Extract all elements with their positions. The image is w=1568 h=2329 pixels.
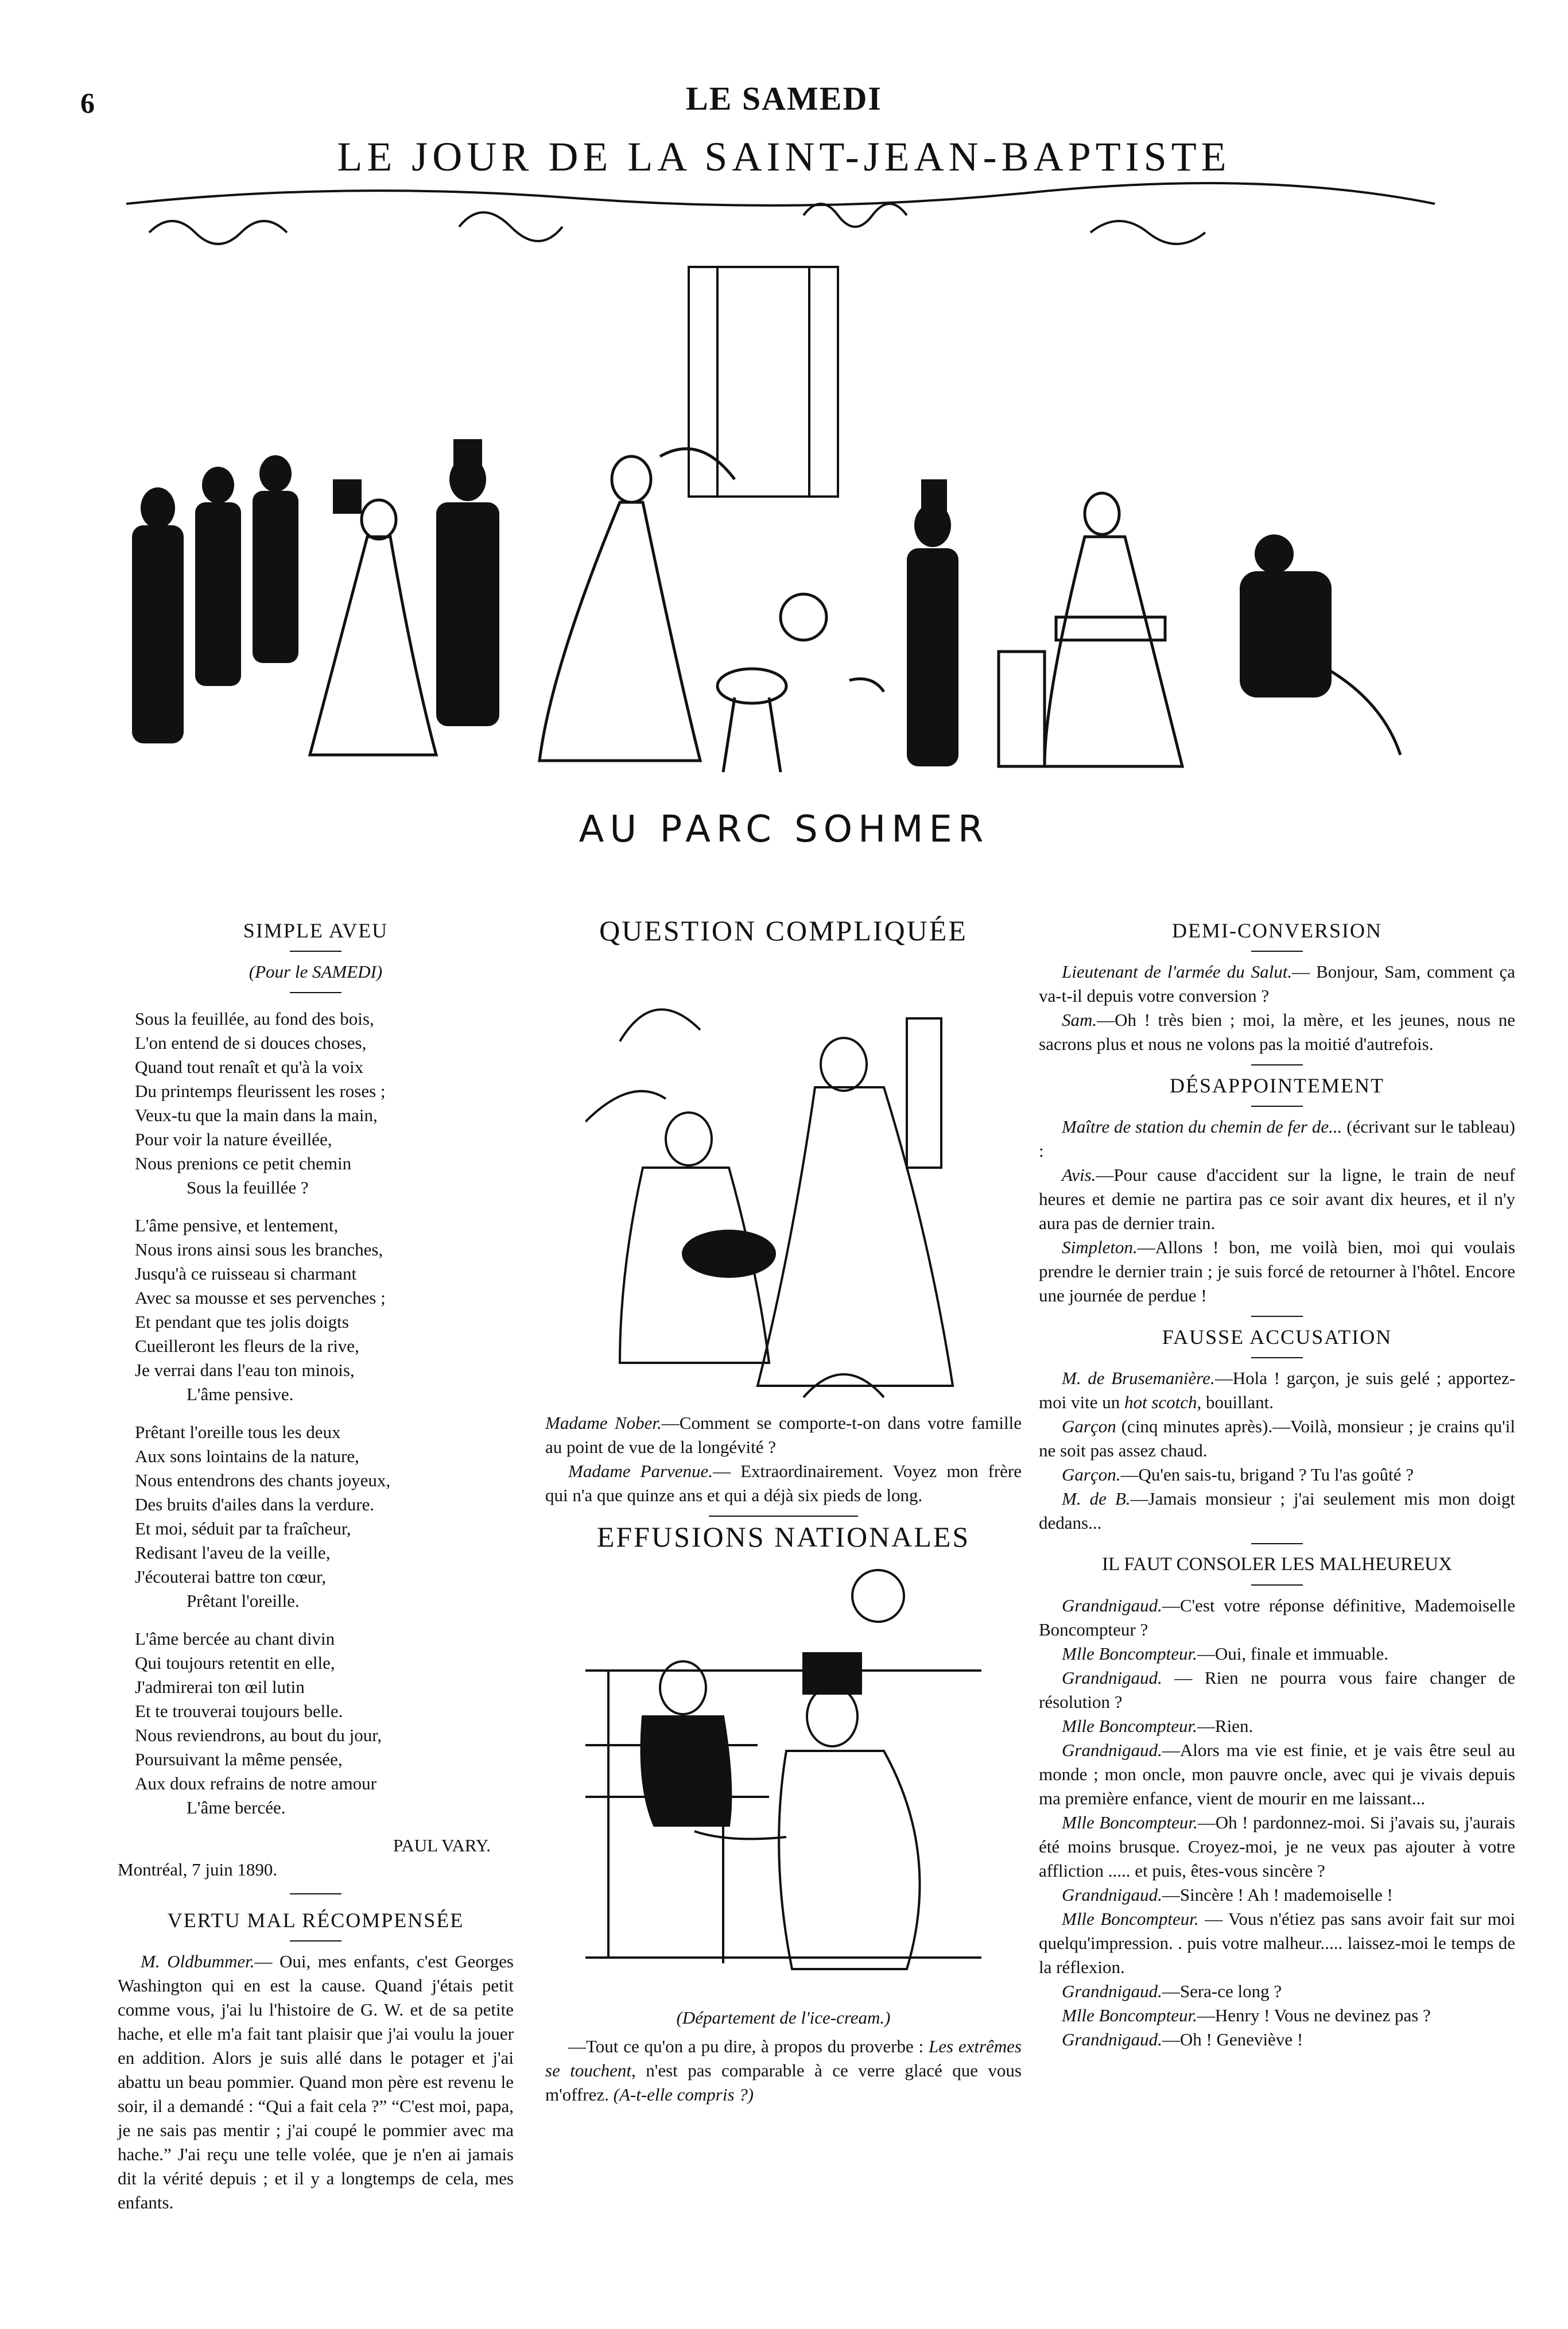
speaker: Simpleton.: [1062, 1237, 1138, 1257]
divider: [1251, 1584, 1303, 1586]
consoler-line: [1039, 1642, 1515, 1666]
dialogue-text: —Pour cause d'accident sur la ligne, le train de neuf heures et demie ne partira pas ce soir avant dix heures, et il n'y aura pas de dernier train.: [1039, 1165, 1515, 1233]
speaker: Grandnigaud.: [1062, 1885, 1162, 1905]
speaker: Garçon: [1062, 1416, 1116, 1436]
poem-line: Nous reviendrons, au bout du jour,: [135, 1725, 382, 1745]
effusions-text: [545, 2035, 1022, 2107]
fausse-line-4: [1039, 1487, 1515, 1535]
poem-author: PAUL VARY.: [393, 1835, 491, 1855]
consoler-line: [1039, 1811, 1515, 1883]
poem-line: Aux doux refrains de notre amour: [135, 1773, 377, 1793]
dialogue-text: —Oui, finale et immuable.: [1197, 1644, 1389, 1664]
column-middle: [545, 914, 1022, 2107]
consoler-dialogue: [1039, 1594, 1515, 2052]
poem-stanza-2: [118, 1214, 514, 1406]
poem-line: Nous prenions ce petit chemin: [135, 1153, 352, 1173]
poem-line: Jusqu'à ce ruisseau si charmant: [135, 1264, 357, 1284]
dialogue-text: —Henry ! Vous ne devinez pas ?: [1197, 2005, 1431, 2025]
speaker: M. de B.: [1062, 1489, 1131, 1509]
poem-line: Des bruits d'ailes dans la verdure.: [135, 1494, 375, 1514]
speaker: Mlle Boncompteur.: [1062, 1812, 1198, 1832]
dialogue-text: —Hola ! garçon, je suis gelé ; apportez-moi vite un: [1039, 1368, 1515, 1412]
poem-line: Poursuivant la même pensée,: [135, 1749, 343, 1769]
speaker: Mlle Boncompteur.: [1062, 1644, 1197, 1664]
poem-title: SIMPLE AVEU: [243, 919, 389, 942]
poem-line: Prêtant l'oreille.: [187, 1591, 300, 1611]
poem-line: Avec sa mousse et ses pervenches ;: [135, 1288, 386, 1308]
dialogue-text: —Comment se comporte-t-on dans votre famille au point de vue de la longévité ?: [545, 1413, 1022, 1457]
poem-stanza-3: [118, 1420, 514, 1613]
poem-line: Prêtant l'oreille tous les deux: [135, 1422, 341, 1442]
dialogue-text: n'est pas comparable à ce verre glacé que vous m'offrez.: [545, 2060, 1022, 2105]
column-right: [1039, 919, 1515, 2052]
consoler-line: [1039, 1714, 1515, 1738]
dialogue-text: —Alors ma vie est finie, et je vais être seul au monde ; mon oncle, mon pauvre oncle, avec qui je vivais depuis ma première enfance, vient de mourir en me laissant...: [1039, 1740, 1515, 1808]
effusions-caption: (Département de l'ice-cream.): [676, 2008, 891, 2028]
fausse-line-2: [1039, 1415, 1515, 1463]
poem-line: Et pendant que tes jolis doigts: [135, 1312, 349, 1332]
poem-line: Quand tout renaît et qu'à la voix: [135, 1057, 364, 1077]
divider: [1251, 1064, 1303, 1065]
divider: [1251, 1106, 1303, 1107]
speaker: Grandnigaud.: [1062, 2029, 1162, 2049]
poem-stanza-1: [118, 1007, 514, 1200]
newspaper-name: LE SAMEDI: [686, 80, 882, 117]
consoler-line: [1039, 1594, 1515, 1642]
poem-line: Redisant l'aveu de la veille,: [135, 1543, 331, 1563]
dialogue-text: — Rien ne pourra vous faire changer de résolution ?: [1039, 1668, 1515, 1712]
question-illustration: [585, 950, 981, 1403]
dialogue-text: — Bonjour, Sam, comment ça va-t-il depuis votre conversion ?: [1039, 962, 1515, 1006]
effusions-illustration: [585, 1556, 981, 1998]
speaker: Mlle Boncompteur.: [1062, 2005, 1197, 2025]
column-left: [118, 919, 514, 2215]
divider: [1251, 1543, 1303, 1544]
desappointement-line-1: [1039, 1115, 1515, 1163]
dialogue-text: — Oui, mes enfants, c'est Georges Washington qui en est la cause. Quand j'étais petit comme vous, j'ai lu l'histoire de G. W. et de sa petite hache, et elle m'a fait tant plaisir que j'ai voulu la jouer en addition. Alors je suis allé dans le potager et j'ai abattu un beau pommier. Quand mon père est revenu le soir, il a demandé : “Qui a fait cela ?” “C'est moi, papa, je ne sais pas mentir ; j'ai coupé le pommier avec ma hache.” J'ai reçu une telle volée, que je n'en ai jamais dit la vérité depuis ; et il y a longtemps de cela, mes enfants.: [118, 1951, 514, 2212]
speaker: Madame Parvenue.: [568, 1461, 713, 1481]
poem-subtitle: (Pour le SAMEDI): [249, 962, 383, 982]
desappointement-line-2: [1039, 1163, 1515, 1235]
fausse-title: FAUSSE ACCUSATION: [1162, 1326, 1392, 1348]
poem-line: J'écouterai battre ton cœur,: [135, 1567, 327, 1587]
poem-line: Nous irons ainsi sous les branches,: [135, 1239, 383, 1260]
dialogue-text: bouillant.: [1201, 1392, 1274, 1412]
divider: [709, 1516, 858, 1517]
main-illustration: [115, 181, 1446, 795]
speaker: Mlle Boncompteur.: [1062, 1909, 1199, 1929]
speaker: Mlle Boncompteur.: [1062, 1716, 1197, 1736]
vertu-text: [118, 1950, 514, 2215]
consoler-line: [1039, 1979, 1515, 2004]
consoler-line: [1039, 2028, 1515, 2052]
dialogue-text: (écrivant sur le tableau) :: [1039, 1117, 1515, 1161]
poem-line: Sous la feuillée, au fond des bois,: [135, 1009, 374, 1029]
poem-place-date: Montréal, 7 juin 1890.: [118, 1859, 278, 1880]
hot-scotch: hot scotch,: [1124, 1392, 1202, 1412]
divider: [290, 992, 341, 993]
divider: [290, 1940, 341, 1942]
dialogue-text: —Allons ! bon, me voilà bien, moi qui voulais prendre le dernier train ; je suis forcé de retourner à l'hôtel. Encore une journée de perdue !: [1039, 1237, 1515, 1305]
poem-line: Qui toujours retentit en elle,: [135, 1653, 335, 1673]
demi-line-2: [1039, 1008, 1515, 1056]
speaker: Grandnigaud.: [1062, 1595, 1162, 1615]
speaker: Maître de station du chemin de fer de...: [1062, 1117, 1342, 1137]
poem-line: Je verrai dans l'eau ton minois,: [135, 1360, 355, 1380]
dialogue-text: — Vous n'étiez pas sans avoir fait sur moi quelqu'impression. . puis votre malheur..... laissez-moi le temps de la réflexion.: [1039, 1909, 1516, 1977]
dialogue-text: —Jamais monsieur ; j'ai seulement mis mon doigt dedans...: [1039, 1489, 1515, 1533]
consoler-line: [1039, 1738, 1515, 1811]
dialogue-text: —Sincère ! Ah ! mademoiselle !: [1162, 1885, 1393, 1905]
dialogue-text: —Qu'en sais-tu, brigand ? Tu l'as goûté ?: [1120, 1464, 1414, 1485]
question-title: QUESTION COMPLIQUÉE: [599, 914, 968, 947]
consoler-line: [1039, 1666, 1515, 1714]
main-illustration-caption: AU PARC SOHMER: [579, 808, 989, 851]
page-number: 6: [80, 87, 95, 119]
vertu-title: VERTU MAL RÉCOMPENSÉE: [167, 1909, 464, 1932]
effusions-title: EFFUSIONS NATIONALES: [596, 1521, 971, 1553]
proverb: Les extrêmes se touchent,: [545, 2036, 1022, 2080]
poem-line: Cueilleront les fleurs de la rive,: [135, 1336, 359, 1356]
poem-line: J'admirerai ton œil lutin: [135, 1677, 305, 1697]
fausse-line-3: [1039, 1463, 1515, 1487]
poem-line: L'âme pensive.: [187, 1384, 294, 1404]
poem-stanza-4: [118, 1627, 514, 1820]
divider: [290, 951, 341, 952]
dialogue-text: —Rien.: [1197, 1716, 1253, 1736]
poem-line: L'on entend de si douces choses,: [135, 1033, 367, 1053]
poem-line: Et te trouverai toujours belle.: [135, 1701, 343, 1721]
speaker: M. de Brusemanière.: [1062, 1368, 1215, 1388]
poem-line: Veux-tu que la main dans la main,: [135, 1105, 378, 1125]
poem-line: L'âme bercée au chant divin: [135, 1629, 335, 1649]
speaker: Lieutenant de l'armée du Salut.: [1062, 962, 1293, 982]
divider: [1251, 1316, 1303, 1317]
divider: [290, 1893, 341, 1894]
desappointement-title: DÉSAPPOINTEMENT: [1169, 1074, 1384, 1097]
fausse-line-1: [1039, 1366, 1515, 1415]
poem-line: Nous entendrons des chants joyeux,: [135, 1470, 391, 1490]
demi-line-1: [1039, 960, 1515, 1008]
speaker: M. Oldbummer.: [141, 1951, 255, 1971]
consoler-title: IL FAUT CONSOLER LES MALHEUREUX: [1102, 1554, 1452, 1575]
poem-line: Pour voir la nature éveillée,: [135, 1129, 332, 1149]
consoler-line: [1039, 1907, 1515, 1979]
speaker: Avis.: [1062, 1165, 1096, 1185]
dialogue-text: —Oh ! pardonnez-moi. Si j'avais su, j'aurais été moins brusque. Croyez-moi, je ne veux pas ajouter à votre affliction ..... et puis, êtes-vous sincère ?: [1039, 1812, 1516, 1881]
consoler-line: [1039, 1883, 1515, 1907]
divider: [1251, 951, 1303, 952]
poem-line: Et moi, séduit par ta fraîcheur,: [135, 1518, 351, 1539]
poem-line: L'âme bercée.: [187, 1797, 286, 1818]
speaker: Grandnigaud.: [1062, 1668, 1162, 1688]
poem-line: Aux sons lointains de la nature,: [135, 1446, 359, 1466]
question-line-2: [545, 1459, 1022, 1508]
dialogue-text: —Tout ce qu'on a pu dire, à propos du proverbe :: [568, 2036, 929, 2056]
speaker: Garçon.: [1062, 1464, 1121, 1485]
divider: [1251, 1357, 1303, 1358]
speaker: Sam.: [1062, 1010, 1097, 1030]
dialogue-text: —C'est votre réponse définitive, Mademoiselle Boncompteur ?: [1039, 1595, 1515, 1640]
main-title: LE JOUR DE LA SAINT-JEAN-BAPTISTE: [337, 134, 1231, 180]
speaker: Madame Nober.: [545, 1413, 662, 1433]
dialogue-text: — Extraordinairement. Voyez mon frère qui n'a que quinze ans et qui a déjà six pieds de long.: [545, 1461, 1022, 1505]
aside: (A-t-elle compris ?): [613, 2084, 754, 2105]
dialogue-text: (cinq minutes après).—Voilà, monsieur ; je crains qu'il ne soit pas assez chaud.: [1039, 1416, 1515, 1460]
demi-title: DEMI-CONVERSION: [1172, 919, 1382, 942]
dialogue-text: —Oh ! très bien ; moi, la mère, et les jeunes, nous ne sacrons plus et nous ne volons pas la moitié d'autrefois.: [1039, 1010, 1515, 1054]
question-line-1: [545, 1411, 1022, 1459]
speaker: Grandnigaud.: [1062, 1740, 1162, 1760]
desappointement-line-3: [1039, 1235, 1515, 1308]
dialogue-text: —Oh ! Geneviève !: [1162, 2029, 1303, 2049]
consoler-line: [1039, 2004, 1515, 2028]
speaker: Grandnigaud.: [1062, 1981, 1162, 2001]
poem-line: Sous la feuillée ?: [187, 1177, 309, 1198]
poem-line: L'âme pensive, et lentement,: [135, 1215, 339, 1235]
dialogue-text: —Sera-ce long ?: [1162, 1981, 1282, 2001]
poem-line: Du printemps fleurissent les roses ;: [135, 1081, 386, 1101]
